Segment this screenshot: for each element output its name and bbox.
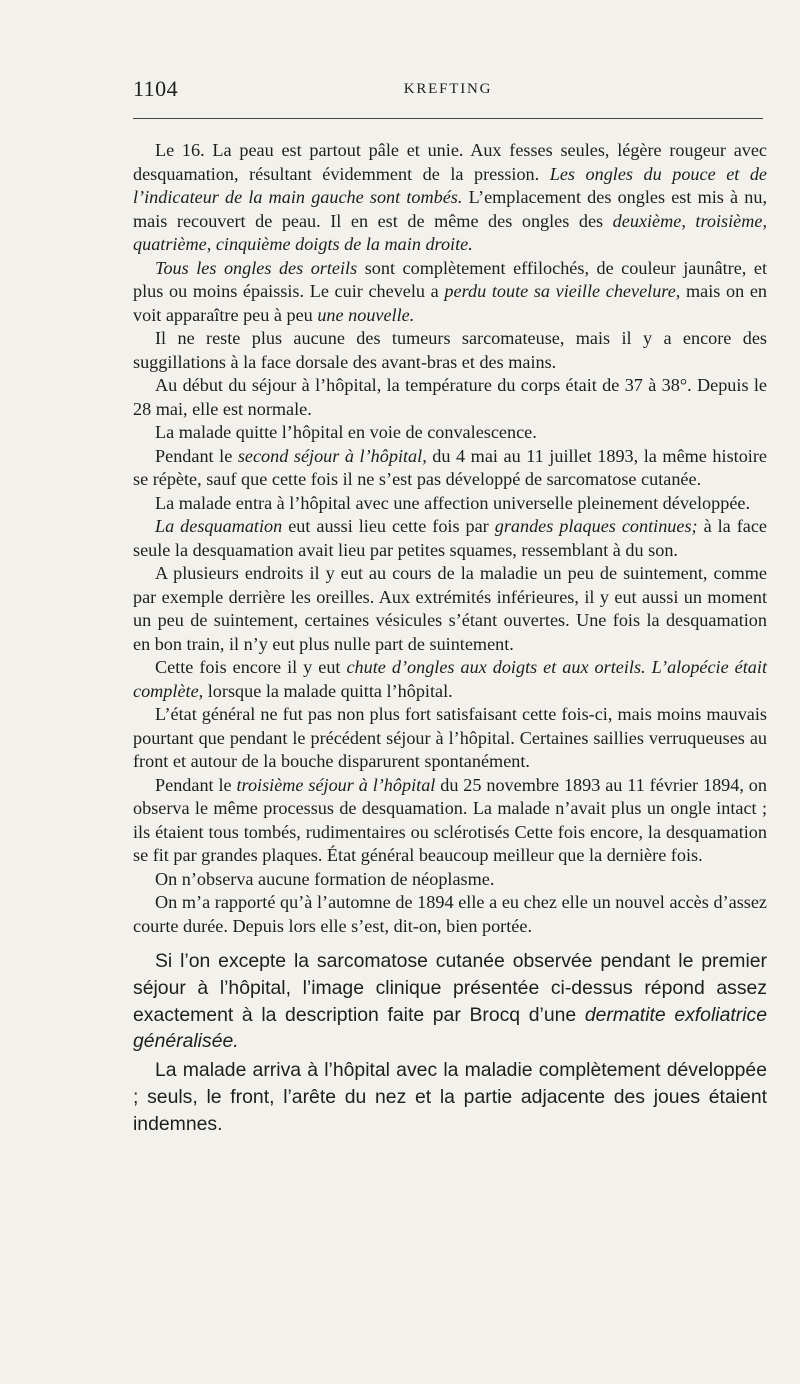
text-run: On n’observa aucune formation de néoplasme. (155, 868, 495, 889)
italic-text: second séjour à l’hôpital, (237, 445, 427, 466)
text-run: Si l’on excepte la sarcomatose cutanée observée pendant le premier séjour à l’hôpital, l’image clinique présentée ci-dessus répond assez exactement à la description faite par Brocq d’une (133, 950, 767, 1026)
paragraph (133, 868, 767, 892)
italic-text: Les ongles du pouce et de l’indicateur de la main gauche sont tombés. (133, 163, 768, 207)
paragraph (133, 492, 767, 516)
text-run: Au début du séjour à l’hôpital, la température du corps était de 37 à 38°. Depuis le 28 mai, elle est normale. (133, 375, 767, 419)
text-run: mais on en voit apparaître peu à peu (133, 281, 767, 325)
page-body (133, 139, 767, 1138)
text-run: sont complètement effilochés, de couleur jaunâtre, et plus ou moins épaissis. Le cuir chevelu a (133, 257, 767, 301)
text-run: Cette fois encore il y eut (155, 657, 347, 677)
italic-text: La desquamation (155, 516, 283, 536)
paragraph (133, 139, 767, 257)
text-run: Pendant le (155, 774, 237, 795)
italic-text: troisième séjour à l’hôpital (236, 774, 436, 795)
text-run: eut aussi lieu cette fois par (282, 516, 495, 536)
text-run: à la face seule la desquamation avait lieu par petites squames, ressemblant à du son. (133, 516, 767, 560)
text-run: du 4 mai au 11 juillet 1893, la même histoire se répète, sauf que cette fois il ne s’est pas développé de sarcomatose cutanée. (133, 445, 767, 489)
paragraph (133, 257, 767, 328)
text-run: Il ne reste plus aucune des tumeurs sarcomateuse, mais il y a encore des suggillations à la face dorsale des avant-bras et des mains. (133, 328, 767, 372)
paragraph (133, 948, 767, 1055)
text-run: La malade entra à l’hôpital avec une affection universelle pleinement développée. (155, 492, 751, 513)
page-number: 1104 (133, 76, 179, 101)
paragraph (133, 327, 767, 374)
paragraph (133, 374, 767, 421)
italic-text: deuxième, troisième, quatrième, cinquième doigts de la main droite. (133, 210, 767, 254)
paragraph (133, 891, 767, 938)
italic-text: Tous les ongles des orteils (155, 257, 358, 278)
italic-text: chute d’ongles aux doigts et aux orteils. (346, 657, 646, 677)
italic-text: dermatite exfoliatrice généralisée. (133, 1003, 768, 1053)
text-run: Pendant le (155, 445, 238, 466)
paragraph (133, 515, 767, 562)
commentary-text (133, 948, 767, 1138)
text-run: L’emplacement des ongles est mis à nu, mais recouvert de peau. Il en est de même des ongles des (133, 187, 767, 231)
italic-text: grandes plaques continues; (494, 516, 698, 536)
paragraph (133, 562, 767, 656)
paragraph (133, 656, 767, 703)
paragraph (133, 774, 767, 868)
paragraph (133, 445, 767, 492)
text-run: La malade quitte l’hôpital en voie de convalescence. (155, 422, 537, 442)
text-run: On m’a rapporté qu’à l’automne de 1894 elle a eu chez elle un nouvel accès d’assez courte durée. Depuis lors elle s’est, dit-on, bien portée. (133, 892, 767, 936)
text-run: Le 16. La peau est partout pâle et unie. Aux fesses seules, légère rougeur avec desquamation, résultant évidemment de la pression. (133, 140, 767, 184)
header-rule (133, 118, 763, 119)
italic-text: L’alopécie était complète, (133, 657, 767, 701)
italic-text: perdu toute sa vieille chevelure, (444, 281, 681, 301)
text-run: lorsque la malade quitta l’hôpital. (203, 680, 453, 701)
text-run: L’état général ne fut pas non plus fort satisfaisant cette fois-ci, mais moins mauvais pourtant que pendant le précédent séjour à l’hôpital. Certaines saillies verruqueuses au front et autour de la bouche disparurent spontanément. (133, 704, 767, 771)
italic-text: une nouvelle. (317, 304, 415, 325)
text-run: La malade arriva à l’hôpital avec la maladie complètement développée ; seuls, le front, l’arête du nez et la partie adjacente des joues étaient indemnes. (133, 1059, 767, 1135)
text-run: du 25 novembre 1893 au 11 février 1894, on observa le même processus de desquamation. La malade n’avait plus un ongle intact ; ils étaient tous tombés, rudimentaires ou sclérotisés Cette fois encore, la desquamation se fit par grandes plaques. État général beaucoup meilleur que la dernière fois. (133, 774, 767, 865)
paragraph (133, 1057, 767, 1137)
text-run: A plusieurs endroits il y eut au cours de la maladie un peu de suintement, comme par exemple derrière les oreilles. Aux extrémités inférieures, il y eut aussi un moment un peu de suintement, certaines vésicules s’étant ouvertes. Une fois la desquamation en bon train, il n’y eut plus nulle part de suintement. (133, 563, 767, 654)
main-text (133, 139, 767, 938)
paragraph (133, 421, 767, 445)
page-header (133, 76, 763, 106)
running-head: KREFTING (403, 81, 493, 97)
paragraph (133, 703, 767, 774)
